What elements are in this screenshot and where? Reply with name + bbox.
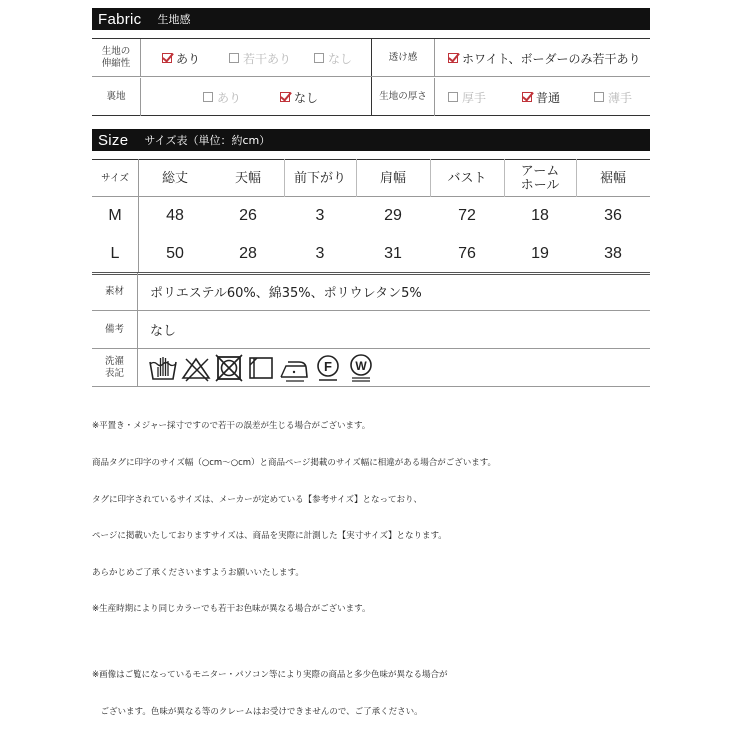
size-table-header — [92, 159, 650, 197]
value-armhole: 19 — [531, 245, 549, 262]
remarks-row — [92, 311, 650, 349]
checked-box-icon — [522, 92, 532, 102]
disclaimer-line: あらかじめご了承くださいますようお願いいたします。 — [92, 567, 304, 578]
fabric-section-header — [92, 8, 650, 30]
value-shoulder-width: 31 — [384, 245, 402, 262]
stretch-option-no[interactable]: なし — [314, 50, 352, 67]
thickness-option-thick[interactable]: 厚手 — [448, 89, 486, 106]
header-bust: バスト — [447, 170, 487, 186]
material-value: ポリエステル60%、綿35%、ポリウレタン5% — [150, 286, 422, 301]
header-neck-width: 天幅 — [234, 170, 261, 186]
checked-box-icon — [448, 53, 458, 63]
header-total-length: 総丈 — [161, 170, 188, 186]
size-section-header — [92, 129, 650, 151]
header-armhole: アーム ホール — [520, 163, 560, 193]
disclaimer-notes — [92, 396, 652, 730]
size-row-m — [92, 197, 650, 235]
care-label: 洗濯 表記 — [92, 349, 138, 386]
value-total-length: 48 — [166, 207, 184, 224]
value-hem-width: 36 — [604, 207, 622, 224]
thickness-option-normal[interactable]: 普通 — [522, 89, 560, 106]
dry-clean-f-icon — [313, 353, 343, 383]
thickness-option-thin[interactable]: 薄手 — [594, 89, 632, 106]
value-neck-width: 28 — [239, 245, 257, 262]
disclaimer-line: タグに印字されているサイズは、メーカーが定めている【参考サイズ】となっており、 — [92, 494, 422, 505]
header-front-drop: 前下がり — [293, 170, 346, 186]
disclaimer-line: ございます。色味が異なる等のクレームはお受けできませんので、ご了承ください。 — [92, 707, 423, 718]
size-title-en: Size — [98, 131, 129, 149]
value-armhole: 18 — [531, 207, 549, 224]
stretch-option-slight[interactable]: 若干あり — [229, 50, 291, 67]
value-shoulder-width: 29 — [384, 207, 402, 224]
fabric-title-jp: 生地感 — [157, 13, 191, 26]
remarks-label: 備考 — [92, 311, 138, 348]
fabric-row-lining-thickness — [92, 78, 650, 116]
material-label: 素材 — [92, 273, 138, 310]
fabric-row-stretch-transparency — [92, 39, 650, 77]
size-title-jp: サイズ表（単位：約cm） — [144, 134, 271, 147]
transparency-option[interactable]: ホワイト、ボーダーのみ若干あり — [448, 50, 641, 67]
line-dry-icon — [247, 353, 275, 383]
size-label-l: L — [110, 245, 120, 262]
stretch-option-yes[interactable]: あり — [162, 50, 200, 67]
iron-low-icon — [278, 353, 310, 383]
disclaimer-line: ※平置き・メジャー採寸ですので若干の誤差が生じる場合がございます。 — [92, 421, 371, 432]
wet-clean-w-icon — [346, 353, 376, 383]
fabric-title-en: Fabric — [98, 10, 142, 28]
unchecked-box-icon — [203, 92, 213, 102]
stretch-label: 生地の 伸縮性 — [101, 46, 131, 69]
value-hem-width: 38 — [604, 245, 622, 262]
no-bleach-icon — [181, 353, 211, 383]
header-shoulder-width: 肩幅 — [379, 170, 406, 186]
checked-box-icon — [162, 53, 172, 63]
care-row — [92, 349, 650, 387]
value-neck-width: 26 — [239, 207, 257, 224]
material-row — [92, 273, 650, 311]
thickness-label: 生地の厚さ — [379, 91, 427, 102]
no-tumble-dry-icon — [214, 353, 244, 383]
header-size: サイズ — [101, 172, 129, 184]
lining-label: 裏地 — [106, 91, 126, 102]
remarks-value: なし — [150, 324, 177, 339]
value-front-drop: 3 — [315, 245, 325, 262]
lining-option-no[interactable]: なし — [280, 89, 318, 106]
unchecked-box-icon — [314, 53, 324, 63]
dry-clean-letter: F — [324, 359, 332, 374]
wash-30-hand-icon — [148, 353, 178, 383]
care-symbols — [148, 353, 379, 383]
value-bust: 72 — [458, 207, 476, 224]
lining-option-yes[interactable]: あり — [203, 89, 241, 106]
fabric-table — [92, 38, 650, 116]
disclaimer-line: ※生産時期により同じカラーでも若干お色味が異なる場合がございます。 — [92, 604, 371, 615]
size-label-m: M — [108, 207, 122, 224]
wet-clean-letter: W — [355, 359, 367, 373]
disclaimer-line: ※画像はご覧になっているモニター・パソコン等により実際の商品と多少色味が異なる場合が — [92, 670, 448, 681]
transparency-label: 透け感 — [388, 52, 418, 63]
checked-box-icon — [280, 92, 290, 102]
disclaimer-line: ページに掲載いたしておりますサイズは、商品を実際に計測した【実寸サイズ】となります。 — [92, 531, 447, 542]
unchecked-box-icon — [594, 92, 604, 102]
value-bust: 76 — [458, 245, 476, 262]
value-total-length: 50 — [166, 245, 184, 262]
header-hem-width: 裾幅 — [599, 170, 626, 186]
unchecked-box-icon — [229, 53, 239, 63]
value-front-drop: 3 — [315, 207, 325, 224]
unchecked-box-icon — [448, 92, 458, 102]
disclaimer-line: 商品タグに印字のサイズ幅（○cm〜○cm）と商品ページ掲載のサイズ幅に相違がある場合がございます。 — [92, 458, 497, 469]
size-row-l — [92, 235, 650, 273]
